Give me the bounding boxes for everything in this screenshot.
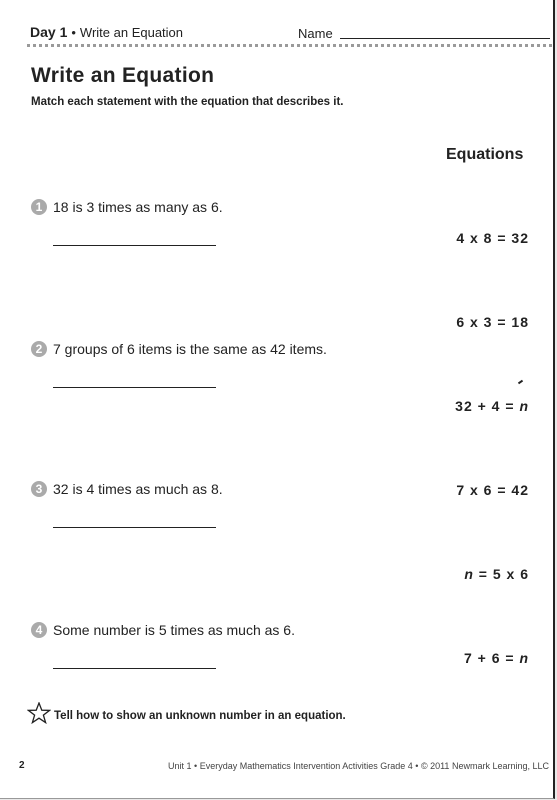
equation-text: 6 x 3 = 18 (456, 314, 529, 330)
equation-5 (464, 566, 529, 582)
equation-text: 7 + 6 = (463, 650, 520, 666)
footer-credit: Unit 1 • Everyday Mathematics Intervention Activities Grade 4 • © 2011 Newmark Learning, LLC (168, 761, 549, 771)
equation-6 (464, 650, 529, 666)
instructions: Match each statement with the equation that describes it. (31, 96, 344, 108)
topic-label: Write an Equation (79, 25, 184, 40)
question-4 (31, 622, 295, 638)
question-number-badge: 2 (31, 341, 47, 357)
header-day-topic (30, 24, 183, 40)
answer-line-4[interactable] (53, 668, 216, 669)
answer-line-3[interactable] (53, 527, 216, 528)
question-text: 7 groups of 6 items is the same as 42 items. (53, 341, 327, 357)
question-text: Some number is 5 times as much as 6. (53, 622, 295, 638)
question-number-badge: 1 (31, 199, 47, 215)
name-label: Name (298, 26, 333, 41)
equation-text: 7 x 6 = 42 (456, 482, 529, 498)
answer-line-1[interactable] (53, 245, 216, 246)
day-label: Day 1 (30, 24, 68, 40)
equation-2 (456, 314, 529, 330)
page-number: 2 (19, 760, 25, 771)
header-divider (27, 44, 552, 47)
star-prompt: Tell how to show an unknown number in an equation. (54, 710, 346, 722)
question-3 (31, 481, 223, 497)
equation-1 (456, 230, 529, 246)
equation-text: = 5 x 6 (473, 566, 529, 582)
equation-text: 32 + 4 = (455, 398, 520, 414)
pencil-mark (518, 380, 523, 385)
page-title: Write an Equation (31, 64, 215, 87)
equations-heading: Equations (446, 146, 524, 163)
equation-3 (455, 398, 529, 414)
question-number-badge: 4 (31, 622, 47, 638)
question-text: 32 is 4 times as much as 8. (53, 481, 223, 497)
header-bullet: • (71, 25, 76, 40)
equation-text: 4 x 8 = 32 (456, 230, 529, 246)
question-2 (31, 341, 327, 357)
question-number-badge: 3 (31, 481, 47, 497)
question-1 (31, 199, 223, 215)
equation-variable: n (519, 398, 529, 414)
equation-4 (456, 482, 529, 498)
answer-line-2[interactable] (53, 387, 216, 388)
equation-variable: n (464, 566, 474, 582)
name-field[interactable] (340, 38, 550, 39)
equation-variable: n (519, 650, 529, 666)
star-icon (27, 702, 51, 724)
question-text: 18 is 3 times as many as 6. (53, 199, 223, 215)
